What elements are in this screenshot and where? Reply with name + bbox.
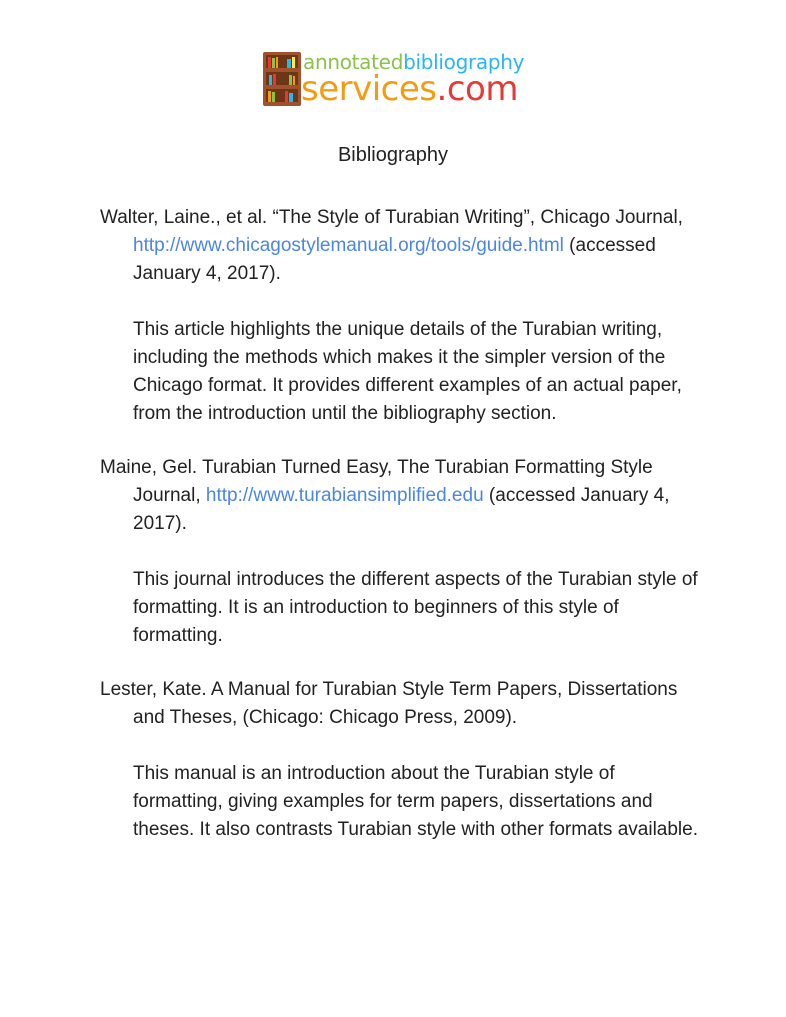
page-title: Bibliography	[337, 144, 449, 166]
citation-link[interactable]: http://www.turabiansimplified.edu	[205, 485, 484, 506]
logo-word-bibliography: bibliography	[403, 50, 525, 74]
bibliography-entry	[100, 676, 700, 844]
logo-word-dotcom: .com	[436, 69, 518, 109]
citation-text: Walter, Laine., et al. “The Style of Turabian Writing”, Chicago Journal,	[100, 207, 683, 228]
bibliography-entry	[100, 454, 700, 650]
logo-word-services: services	[301, 69, 437, 109]
citation	[100, 676, 700, 732]
citation-text-after: (accessed January 4, 2017).	[133, 485, 670, 534]
citation-text: Maine, Gel. Turabian Turned Easy, The Turabian Formatting Style Journal,	[100, 457, 653, 506]
citation	[100, 204, 700, 288]
bibliography-list	[100, 204, 700, 870]
bibliography-entry	[100, 204, 700, 428]
site-logo[interactable]	[263, 50, 533, 108]
bookshelf-icon	[263, 52, 301, 106]
logo-wordmark-bottom	[301, 70, 518, 108]
citation-text-after: (accessed January 4, 2017).	[133, 235, 656, 284]
logo-word-annotated: annotated	[303, 50, 404, 74]
citation-text: Lester, Kate. A Manual for Turabian Style Term Papers, Dissertations and Theses, (Chicago: Chicago Press, 2009).	[100, 679, 678, 728]
annotation: This article highlights the unique details of the Turabian writing, including the methods which makes it the simpler version of the Chicago format. It provides different examples of an actual paper, from the introduction until the bibliography section.	[133, 319, 682, 424]
annotation: This manual is an introduction about the Turabian style of formatting, giving examples for term papers, dissertations and theses. It also contrasts Turabian style with other formats available.	[133, 763, 698, 840]
annotation: This journal introduces the different aspects of the Turabian style of formatting. It is an introduction to beginners of this style of formatting.	[133, 569, 698, 646]
citation	[100, 454, 700, 538]
citation-link[interactable]: http://www.chicagostylemanual.org/tools/guide.html	[133, 235, 564, 256]
